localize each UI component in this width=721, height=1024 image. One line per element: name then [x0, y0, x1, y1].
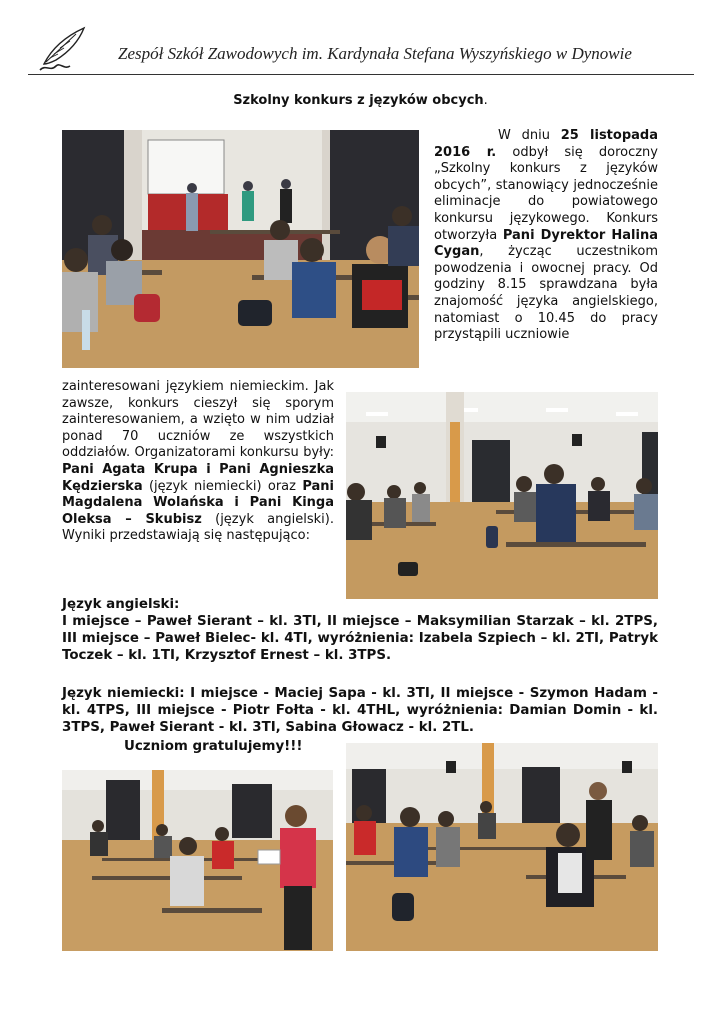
- director-name: Pani Dyrektor Halina Cygan: [434, 227, 658, 260]
- quill-feather-icon: [36, 24, 90, 76]
- results-english-text: I miejsce – Paweł Sierant – kl. 3TI, II miejsce – Maksymilian Starzak – kl. 2TPS, III miejsce – Paweł Bielec- kl. 4TI, wyróżnienia: Izabela Szpiech – kl. 2TI, Patryk Toczek – kl. 1TI, Krzysztof Ernest – kl. 3TPS.: [62, 614, 658, 663]
- page-title-text: Szkolny konkurs z języków obcych: [233, 93, 484, 108]
- results-english-heading: Język angielski:: [62, 597, 180, 612]
- photo-hall-students: [346, 392, 658, 599]
- photo-classroom-stage: [62, 130, 419, 368]
- page-header: [0, 0, 721, 80]
- page-title-suffix: .: [483, 93, 488, 108]
- intro-paragraph: [434, 128, 658, 344]
- results-german: [62, 685, 658, 736]
- intro-text-3: , życząc uczestnikom powodzenia i owocnej pracy. Od godziny 8.15 sprawdzana była znajomość języka angielskiego, natomiast o 10.45 do pracy przystąpili uczniowie: [434, 244, 658, 343]
- organizers-paragraph: [62, 379, 334, 545]
- results-german-text: Język niemiecki: I miejsce - Maciej Sapa - kl. 3TI, II miejsce - Szymon Hadam - kl. 4TPS, III miejsce - Piotr Fołta - kl. 4THL, wyróżnienia: Damian Domin - kl. 3TPS, Paweł Sierant - kl. 3TI, Sabina Głowacz - kl. 2TL.: [62, 686, 658, 735]
- photo-teacher-exam: [62, 770, 333, 951]
- organizers-german: Pani Agata Krupa i Pani Agnieszka Kędzierska: [62, 461, 334, 494]
- organizers-english: Pani Magdalena Wolańska i Pani Kinga Oleksa – Skubisz: [62, 478, 334, 527]
- school-name: Zespół Szkół Zawodowych im. Kardynała Stefana Wyszyńskiego w Dynowie: [118, 44, 632, 63]
- event-date: 25 listopada 2016 r.: [434, 128, 658, 160]
- intro-text-2: odbył się doroczny „Szkolny konkurs z języków obcych”, stanowiący jednocześnie eliminacje do powiatowego konkursu językowego. Konkurs otworzyła: [434, 144, 658, 243]
- header-divider: [28, 74, 694, 75]
- congratulations-text: Uczniom gratulujemy!!!: [124, 739, 303, 754]
- organizers-text-1: zainteresowani językiem niemieckim. Jak zawsze, konkurs cieszył się sporym zainteresowaniem, a wzięto w nim udział ponad 70 uczniów ze wszystkich oddziałów. Organizatorami konkursu były:: [62, 379, 334, 461]
- page-title: [0, 93, 721, 108]
- photo-students-writing: [346, 743, 658, 951]
- results-english: [62, 596, 658, 664]
- organizers-text-2: (język niemiecki) oraz: [142, 478, 303, 494]
- intro-text-1: W dniu: [498, 128, 561, 143]
- organizers-text-3: (język angielski). Wyniki przedstawiają się następująco:: [62, 511, 334, 544]
